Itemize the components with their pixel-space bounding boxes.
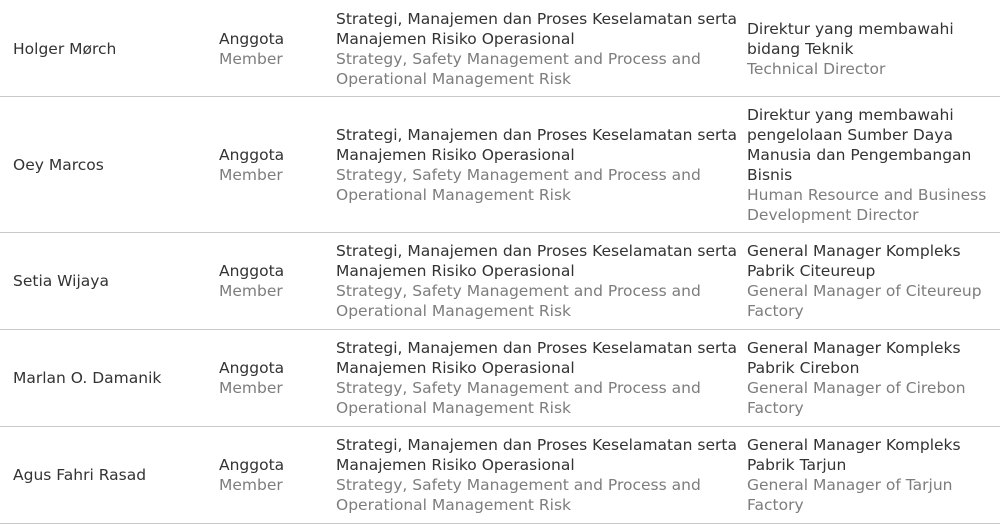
- member-role: [218, 358, 335, 398]
- table-row: [0, 427, 1000, 524]
- position-id-text: General Manager Kompleks Pabrik Tarjun: [747, 436, 961, 474]
- position-en-text: General Manager of Cirebon Factory: [747, 379, 966, 417]
- member-name: Setia Wijaya: [13, 272, 109, 290]
- committee-scope: [335, 241, 746, 321]
- committee-id-text: Strategi, Manajemen dan Proses Keselamatan serta Manajemen Risiko Operasional: [336, 9, 737, 48]
- role-id-text: Anggota: [219, 262, 285, 280]
- member-position: [746, 19, 1000, 79]
- member-name: Holger Mørch: [13, 39, 117, 58]
- position-en-text: General Manager of Tarjun Factory: [747, 476, 953, 514]
- role-en-text: Member: [219, 282, 283, 300]
- role-en-text: Member: [219, 49, 283, 68]
- committee-scope: [335, 125, 746, 205]
- position-en-text: Technical Director: [747, 59, 886, 78]
- role-en-text: Member: [219, 379, 283, 397]
- role-id-text: Anggota: [219, 359, 285, 377]
- committee-en-text: Strategy, Safety Management and Process and Operational Management Risk: [336, 282, 701, 320]
- member-name: Agus Fahri Rasad: [13, 466, 147, 484]
- member-position: [746, 338, 1000, 418]
- member-name: Marlan O. Damanik: [13, 369, 162, 387]
- committee-scope: [335, 435, 746, 515]
- table-row: [0, 97, 1000, 233]
- committee-en-text: Strategy, Safety Management and Process and Operational Management Risk: [336, 476, 701, 514]
- table-row: [0, 330, 1000, 427]
- position-id-text: Direktur yang membawahi bidang Teknik: [747, 19, 954, 58]
- committee-en-text: Strategy, Safety Management and Process and Operational Management Risk: [336, 165, 701, 204]
- committee-id-text: Strategi, Manajemen dan Proses Keselamatan serta Manajemen Risiko Operasional: [336, 125, 737, 164]
- table-row: [0, 0, 1000, 97]
- position-en-text: Human Resource and Business Development Director: [747, 185, 987, 224]
- role-en-text: Member: [219, 165, 283, 184]
- committee-id-text: Strategi, Manajemen dan Proses Keselamatan serta Manajemen Risiko Operasional: [336, 242, 737, 280]
- committee-id-text: Strategi, Manajemen dan Proses Keselamatan serta Manajemen Risiko Operasional: [336, 339, 737, 377]
- member-role: [218, 145, 335, 185]
- member-role: [218, 29, 335, 69]
- committee-scope: [335, 338, 746, 418]
- member-position: [746, 105, 1000, 225]
- member-role: [218, 261, 335, 301]
- role-id-text: Anggota: [219, 29, 285, 48]
- role-id-text: Anggota: [219, 145, 285, 164]
- member-role: [218, 455, 335, 495]
- role-en-text: Member: [219, 476, 283, 494]
- member-position: [746, 435, 1000, 515]
- table-row: [0, 233, 1000, 330]
- position-id-text: General Manager Kompleks Pabrik Cirebon: [747, 339, 961, 377]
- committee-scope: [335, 9, 746, 89]
- position-id-text: General Manager Kompleks Pabrik Citeureup: [747, 242, 961, 280]
- member-position: [746, 241, 1000, 321]
- committee-en-text: Strategy, Safety Management and Process and Operational Management Risk: [336, 379, 701, 417]
- position-id-text: Direktur yang membawahi pengelolaan Sumber Daya Manusia dan Pengembangan Bisnis: [747, 105, 972, 184]
- position-en-text: General Manager of Citeureup Factory: [747, 282, 982, 320]
- committee-en-text: Strategy, Safety Management and Process and Operational Management Risk: [336, 49, 701, 88]
- role-id-text: Anggota: [219, 456, 285, 474]
- committee-id-text: Strategi, Manajemen dan Proses Keselamatan serta Manajemen Risiko Operasional: [336, 436, 737, 474]
- member-name: Oey Marcos: [13, 155, 104, 174]
